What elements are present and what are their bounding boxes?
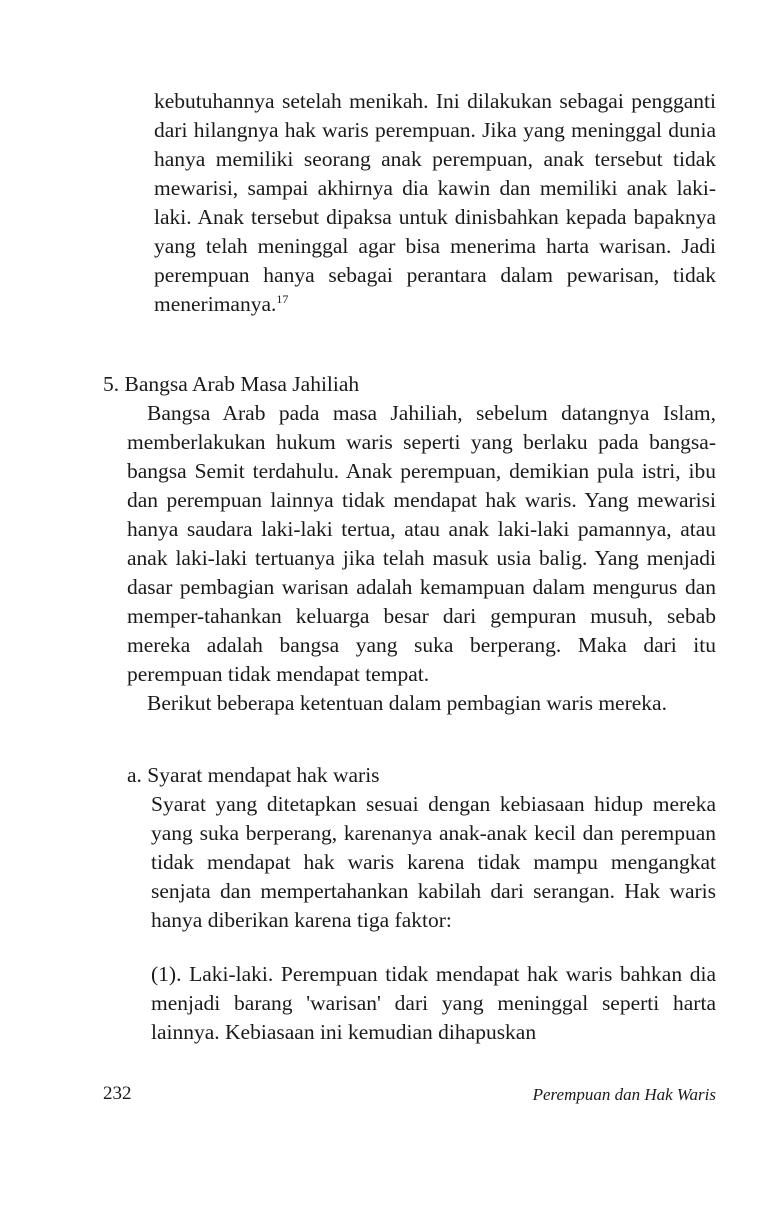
page-number: 232 xyxy=(103,1083,132,1104)
subsection-list-item: (1). Laki-laki. Perempuan tidak mendapat hak waris bahkan dia menjadi barang 'warisan' dari yang meninggal seperti harta lainnya. Kebiasaan ini kemudian dihapuskan xyxy=(151,962,716,1044)
running-footer-title: Perempuan dan Hak Waris xyxy=(532,1085,716,1104)
subsection-paragraph: Syarat yang ditetapkan sesuai dengan kebiasaan hidup mereka yang suka berperang, karenanya anak-anak kecil dan perempuan tidak mendapat hak waris karena tidak mampu mengangkat senjata dan mempertahankan kabilah dari serangan. Hak waris hanya diberikan karena tiga faktor: xyxy=(151,792,716,932)
section-heading: 5. Bangsa Arab Masa Jahiliah xyxy=(103,372,360,396)
subsection-heading: a. Syarat mendapat hak waris xyxy=(127,763,380,787)
section-body xyxy=(127,399,716,718)
paragraph-continuation xyxy=(154,87,716,319)
footnote-reference: 17 xyxy=(276,291,289,306)
section-paragraph: Bangsa Arab pada masa Jahiliah, sebelum datangnya Islam, memberlakukan hukum waris seperti yang berlaku pada bangsa-bangsa Semit terdahulu. Anak perempuan, demikian pula istri, ibu dan perempuan lainnya tidak mendapat hak waris. Yang mewarisi hanya saudara laki-laki tertua, atau anak laki-laki pamannya, atau anak laki-laki tertuanya jika telah masuk usia balig. Yang menjadi dasar pembagian warisan adalah kemampuan dalam mengurus dan memper-tahankan keluarga besar dari gempuran musuh, sebab mereka adalah bangsa yang suka berperang. Maka dari itu perempuan tidak mendapat tempat. xyxy=(127,401,716,686)
section-paragraph-intro: Berikut beberapa ketentuan dalam pembagian waris mereka. xyxy=(147,691,667,715)
paragraph-continuation-text: kebutuhannya setelah menikah. Ini dilakukan sebagai pengganti dari hilangnya hak waris perempuan. Jika yang meninggal dunia hanya memiliki seorang anak perempuan, anak tersebut tidak mewarisi, sampai akhirnya dia kawin dan memiliki anak laki-laki. Anak tersebut dipaksa untuk dinisbahkan kepada bapaknya yang telah meninggal agar bisa menerima harta warisan. Jadi perempuan hanya sebagai perantara dalam pewarisan, tidak menerimanya. xyxy=(154,89,716,316)
